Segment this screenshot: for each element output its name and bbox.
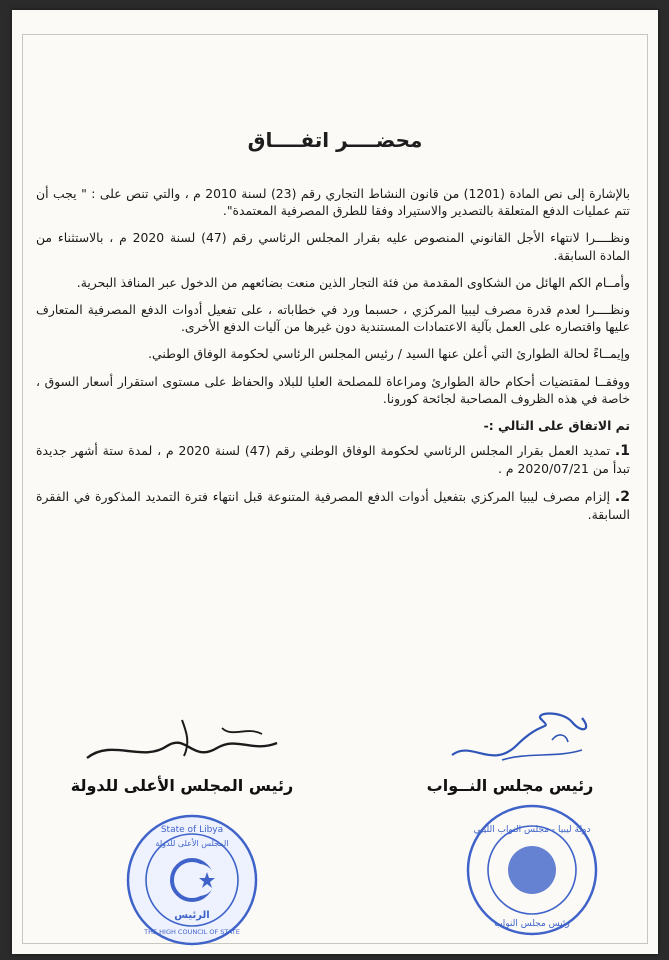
item-number: 2. — [614, 488, 630, 505]
agreement-item-1 — [36, 442, 630, 477]
item-text: تمديد العمل بقرار المجلس الرئاسي لحكومة الوفاق الوطني رقم (47) لسنة 2020 م ، لمدة ستة أشهر جديدة تبدأ من 2020/07/21 م . — [36, 443, 630, 477]
high-council-president-title: رئيس المجلس الأعلى للدولة — [70, 776, 294, 795]
stamp-text: رئيس مجلس النواب — [494, 919, 570, 929]
document-title: محضــــر اتفــــاق — [247, 128, 423, 152]
paragraph-5: وإيمــاءً لحالة الطوارئ التي أعلن عنها السيد / رئيس المجلس الرئاسي لحكومة الوفاق الوطني. — [148, 346, 630, 362]
agreement-item-2 — [36, 488, 630, 523]
item-text: إلزام مصرف ليبيا المركزي بتفعيل أدوات الدفع المصرفية المتنوعة قبل انتهاء فترة التمديد المذكورة في الفقرة السابقة. — [36, 488, 630, 522]
stamp-text: دولة ليبيا - مجلس النواب الليبي — [473, 825, 591, 835]
stamp-text: المجلس الأعلى للدولة — [155, 839, 229, 848]
paragraph-2: ونظــــرا لانتهاء الأجل القانوني المنصوص عليه بقرار المجلس الرئاسي رقم (47) لسنة 2020 م ، بالاستثناء من المادة السابقة. — [36, 230, 630, 263]
paragraph-1: بالإشارة إلى نص المادة (1201) من قانون النشاط التجاري رقم (23) لسنة 2010 م ، والتي تنص على : " يجب أن تتم عمليات الدفع المتعلقة بالتصدير والاستيراد وفقا للطرق المصرفية المعتمدة". — [36, 186, 630, 219]
house-speaker-title: رئيس مجلس النــواب — [426, 776, 594, 795]
right-signature — [432, 700, 612, 780]
agreed-heading: تم الاتفاق على التالي :- — [483, 418, 630, 434]
paragraph-6: ووفقــا لمقتضيات أحكام حالة الطوارئ ومراعاة للمصلحة العليا للبلاد والحفاظ على مستوى استقرار أسعار السوق ، خاصة في هذه الظروف المصاحبة لجائحة كورونا. — [36, 373, 630, 406]
stamp-text: الرئيس — [174, 910, 210, 921]
agreement-items — [36, 442, 630, 523]
house-of-representatives-stamp — [462, 800, 602, 940]
high-council-stamp — [122, 810, 262, 950]
stamp-text: State of Libya — [160, 825, 224, 835]
document-body — [36, 185, 630, 533]
document-page — [12, 10, 658, 954]
paragraph-4: ونظــــرا لعدم قدرة مصرف ليبيا المركزي ، حسبما ورد في خطاباته ، على تفعيل أدوات الدفع المصرفية المتعارف عليها واقتصاره على العمل بآلية الاعتمادات المستندية دون غيرها من آليات الدفع الأخرى. — [36, 302, 630, 335]
stamp-text: THE HIGH COUNCIL OF STATE — [144, 928, 240, 936]
item-number: 1. — [614, 443, 630, 460]
paragraph-3: وأمــام الكم الهائل من الشكاوى المقدمة من فئة التجار الذين منعت بضائعهم من الدخول عبر المنافذ البحرية. — [76, 274, 630, 290]
left-signature — [72, 708, 292, 778]
